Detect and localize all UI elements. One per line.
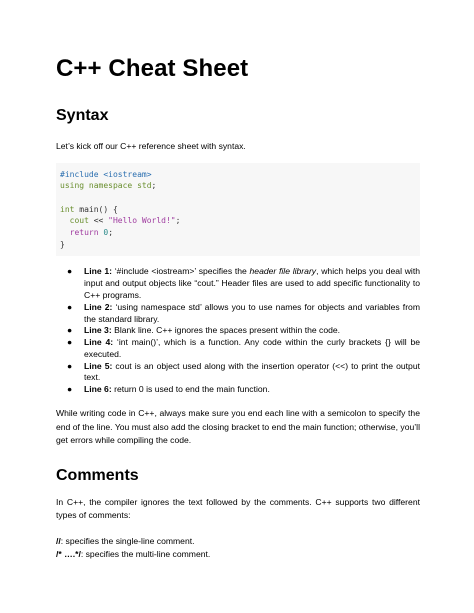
comments-heading: Comments	[56, 466, 139, 484]
list-item-text: return 0 is used to end the main function.	[111, 384, 270, 395]
list-item-text: ‘#include <iostream>’ specifies the	[112, 266, 250, 277]
code-using-keyword: using namespace std	[60, 181, 152, 191]
document-page	[56, 54, 420, 561]
comment-symbol: //	[56, 535, 61, 546]
list-item-label: Line 1:	[84, 266, 113, 277]
bullet-icon: ●	[67, 360, 73, 371]
code-line-7	[60, 239, 416, 251]
code-return-keyword: return	[69, 227, 99, 237]
bullet-icon: ●	[67, 384, 73, 395]
syntax-intro: Let’s kick off our C++ reference sheet with syntax.	[56, 141, 246, 151]
code-return-end: ;	[108, 227, 114, 237]
list-item-label: Line 3:	[84, 325, 112, 336]
syntax-closing-paragraph: While writing code in C++, always make sure you end each line with a semicolon to specify the end of the line. You must also add the closing bracket to end the main function; otherwise, you’ll get errors while compiling the code.	[56, 408, 420, 446]
code-using-end: ;	[151, 181, 157, 191]
code-line-5	[60, 215, 416, 227]
list-item	[56, 361, 420, 385]
code-int-keyword: int	[60, 204, 75, 214]
code-string-literal: "Hello World!"	[108, 216, 176, 226]
list-item	[56, 266, 420, 301]
code-line-4	[60, 204, 416, 216]
page-title: C++ Cheat Sheet	[56, 55, 249, 82]
comment-description: : specifies the single-line comment.	[60, 535, 195, 546]
list-item	[56, 384, 420, 396]
code-close-brace: }	[60, 239, 65, 249]
list-item-label: Line 2:	[84, 301, 113, 312]
code-cout-end: ;	[175, 216, 181, 226]
list-item-label: Line 4:	[84, 337, 114, 348]
list-item-text: ‘using namespace std’ allows you to use names for objects and variables from the standard library.	[84, 301, 420, 324]
syntax-heading: Syntax	[56, 107, 109, 124]
code-main-signature: main() {	[74, 204, 118, 214]
code-return-number: 0	[103, 227, 109, 237]
bullet-icon: ●	[67, 266, 73, 277]
code-line-2	[60, 180, 416, 192]
comment-type-single	[56, 535, 420, 548]
list-item-text: ‘int main()’, which is a function. Any code within the curly brackets {} will be executed.	[84, 337, 420, 359]
comment-type-multi	[56, 548, 420, 561]
line-explanation-list	[56, 266, 420, 396]
comment-description: : specifies the multi-line comment.	[80, 548, 211, 559]
list-item-label: Line 6:	[84, 384, 112, 395]
list-item	[56, 302, 420, 326]
code-block	[56, 163, 420, 257]
code-cout-operator: <<	[88, 216, 109, 226]
list-item-text: Blank line. C++ ignores the spaces present within the code.	[111, 325, 341, 336]
comments-intro: In C++, the compiler ignores the text followed by the comments. C++ supports two different types of comments:	[56, 496, 420, 521]
code-include-keyword: #include	[60, 169, 99, 179]
list-item	[56, 325, 420, 337]
code-line-3	[60, 192, 416, 204]
list-item-emphasis: header file library	[249, 266, 317, 277]
bullet-icon: ●	[67, 301, 73, 312]
code-line-1	[60, 169, 416, 181]
bullet-icon: ●	[67, 337, 73, 348]
comment-symbol: /* ….*/	[56, 548, 81, 559]
code-line-6	[60, 227, 416, 239]
list-item-text: cout is an object used along with the insertion operator (<<) to print the output text.	[84, 360, 421, 383]
code-cout-keyword: cout	[69, 216, 89, 226]
code-include-library: <iostream>	[98, 169, 152, 179]
list-item-label: Line 5:	[84, 360, 113, 371]
bullet-icon: ●	[67, 325, 73, 336]
list-item	[56, 337, 420, 361]
list-item-text-end: , which helps you deal with input and output objects like “cout.” Header files are used to add specific functionality to C++ programs.	[84, 266, 420, 300]
